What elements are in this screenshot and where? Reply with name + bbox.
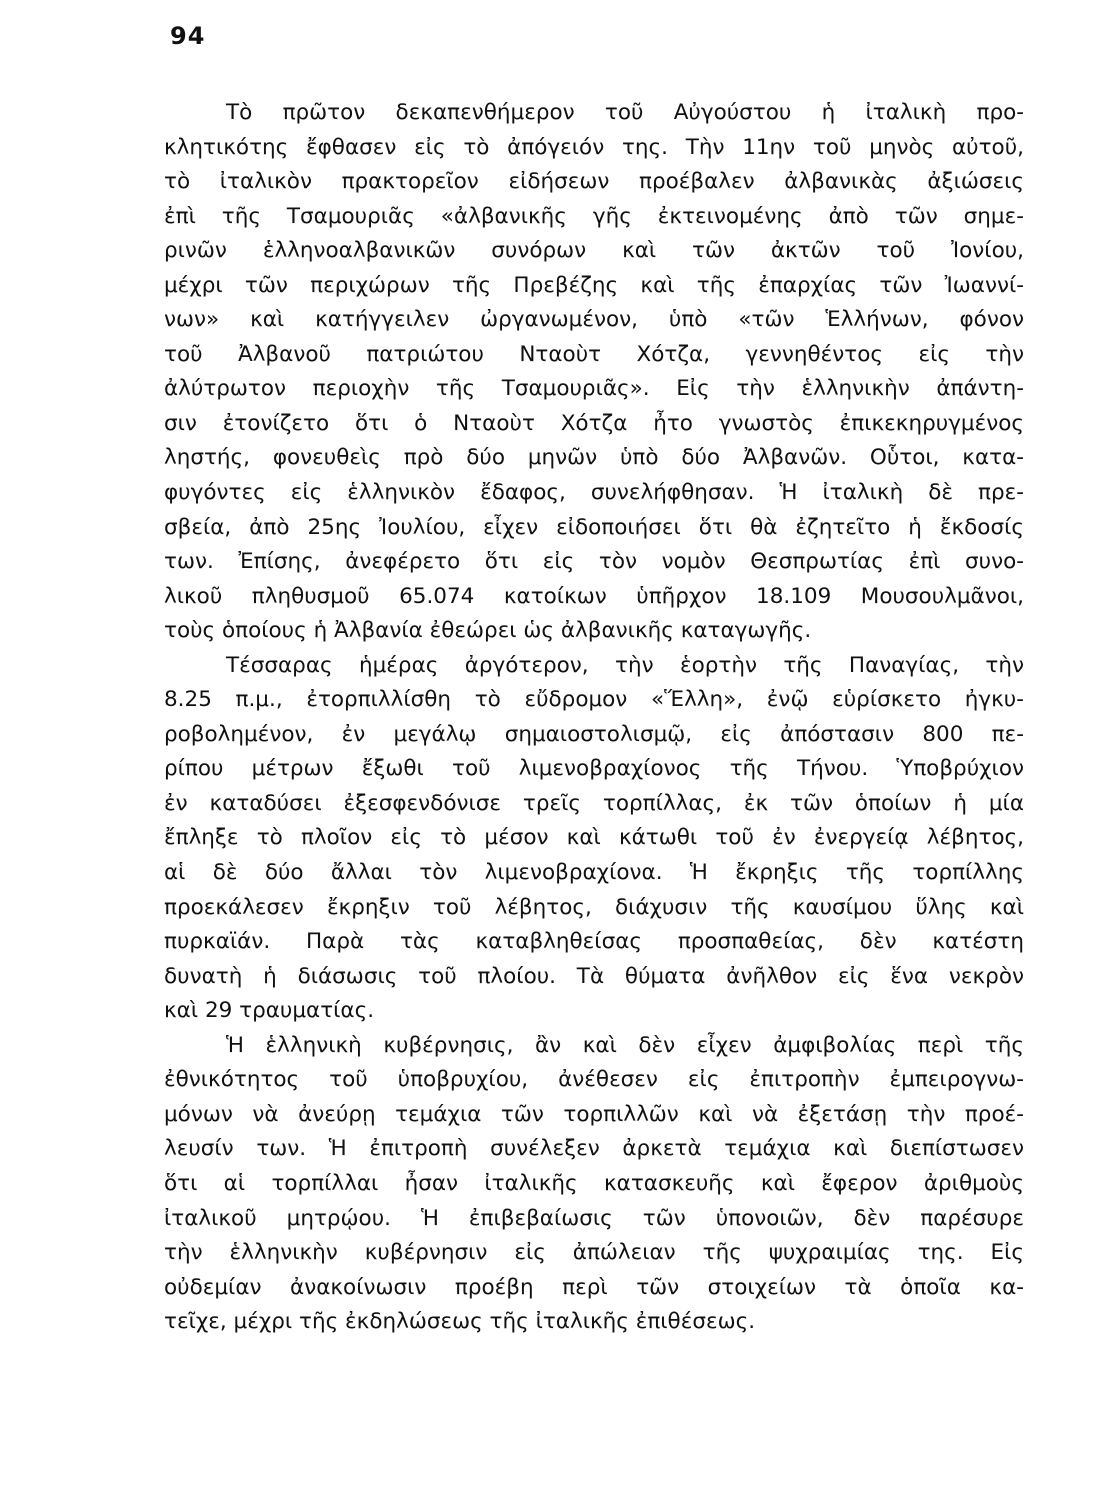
text-line: αἱ δὲ δύο ἄλλαι τὸν λιμενοβραχίονα. Ἡ ἔκρηξις τῆς τορπίλλης — [164, 860, 1024, 886]
text-line: οὐδεμίαν ἀνακοίνωσιν προέβη περὶ τῶν στοιχείων τὰ ὁποῖα κα- — [164, 1274, 1024, 1300]
text-line: ἰταλικοῦ μητρῴου. Ἡ ἐπιβεβαίωσις τῶν ὑπονοιῶν, δὲν παρέσυρε — [164, 1205, 1024, 1231]
text-line: τοὺς ὁποίους ἡ Ἀλβανία ἐθεώρει ὡς ἀλβανικῆς καταγωγῆς. — [164, 618, 812, 644]
text-line: τεῖχε, μέχρι τῆς ἐκδηλώσεως τῆς ἰταλικῆς ἐπιθέσεως. — [164, 1309, 756, 1335]
text-line: Ἡ ἑλληνικὴ κυβέρνησις, ἂν καὶ δὲν εἶχεν ἀμφιβολίας περὶ τῆς — [226, 1032, 1024, 1058]
text-line: τὴν ἑλληνικὴν κυβέρνησιν εἰς ἀπώλειαν τῆς ψυχραιμίας της. Εἰς — [164, 1240, 1024, 1266]
text-line: λικοῦ πληθυσμοῦ 65.074 κατοίκων ὑπῆρχον 18.109 Μουσουλμᾶνοι, — [164, 583, 1024, 609]
text-line: τὸ ἰταλικὸν πρακτορεῖον εἰδήσεων προέβαλεν ἀλβανικὰς ἀξιώσεις — [164, 169, 1024, 195]
text-line: ληστής, φονευθεὶς πρὸ δύο μηνῶν ὑπὸ δύο Ἀλβανῶν. Οὗτοι, κατα- — [164, 445, 1024, 471]
text-line: σβεία, ἀπὸ 25ης Ἰουλίου, εἶχεν εἰδοποιήσει ὅτι θὰ ἐζητεῖτο ἡ ἔκδοσίς — [164, 514, 1024, 540]
text-line: πυρκαϊάν. Παρὰ τὰς καταβληθείσας προσπαθείας, δὲν κατέστη — [164, 929, 1024, 955]
text-line: ρίπου μέτρων ἔξωθι τοῦ λιμενοβραχίονος τῆς Τήνου. Ὑποβρύχιον — [164, 756, 1024, 782]
text-line: φυγόντες εἰς ἑλληνικὸν ἔδαφος, συνελήφθησαν. Ἡ ἰταλικὴ δὲ πρε- — [164, 480, 1024, 506]
page-number: 94 — [170, 22, 206, 50]
paragraph — [164, 649, 1024, 1029]
text-line: 8.25 π.μ., ἐτορπιλλίσθη τὸ εὔδρομον «Ἕλλη», ἐνῷ εὑρίσκετο ἠγκυ- — [164, 687, 1024, 713]
text-line: κλητικότης ἔφθασεν εἰς τὸ ἀπόγειόν της. Τὴν 11ην τοῦ μηνὸς αὐτοῦ, — [164, 134, 1024, 160]
text-line: σιν ἐτονίζετο ὅτι ὁ Νταοὺτ Χότζα ἦτο γνωστὸς ἐπικεκηρυγμένος — [164, 410, 1024, 436]
text-line: των. Ἐπίσης, ἀνεφέρετο ὅτι εἰς τὸν νομὸν Θεσπρωτίας ἐπὶ συνο- — [164, 549, 1024, 575]
text-line: ροβολημένον, ἐν μεγάλῳ σημαιοστολισμῷ, εἰς ἀπόστασιν 800 πε- — [164, 721, 1024, 747]
text-line: νων» καὶ κατήγγειλεν ὠργανωμένον, ὑπὸ «τῶν Ἑλλήνων, φόνον — [164, 307, 1024, 333]
text-line: Τὸ πρῶτον δεκαπενθήμερον τοῦ Αὐγούστου ἡ ἰταλικὴ προ- — [226, 100, 1024, 125]
text-line: λευσίν των. Ἡ ἐπιτροπὴ συνέλεξεν ἀρκετὰ τεμάχια καὶ διεπίστωσεν — [164, 1136, 1024, 1162]
paragraph — [164, 1029, 1024, 1340]
body-text — [164, 96, 1024, 1340]
text-line: καὶ 29 τραυματίας. — [164, 998, 375, 1024]
text-line: ἐπὶ τῆς Τσαμουριᾶς «ἀλβανικῆς γῆς ἐκτεινομένης ἀπὸ τῶν σημε- — [164, 203, 1024, 229]
text-line: μέχρι τῶν περιχώρων τῆς Πρεβέζης καὶ τῆς ἐπαρχίας τῶν Ἰωαννί- — [164, 272, 1024, 298]
text-line: ἐν καταδύσει ἐξεσφενδόνισε τρεῖς τορπίλλας, ἐκ τῶν ὁποίων ἡ μία — [164, 790, 1024, 816]
paragraph — [164, 96, 1024, 649]
text-line: δυνατὴ ἡ διάσωσις τοῦ πλοίου. Τὰ θύματα ἀνῆλθον εἰς ἕνα νεκρὸν — [164, 963, 1024, 989]
text-line: ἐθνικότητος τοῦ ὑποβρυχίου, ἀνέθεσεν εἰς ἐπιτροπὴν ἐμπειρογνω- — [164, 1067, 1024, 1093]
text-line: ρινῶν ἑλληνοαλβανικῶν συνόρων καὶ τῶν ἀκτῶν τοῦ Ἰονίου, — [164, 238, 1024, 264]
text-line: μόνων νὰ ἀνεύρῃ τεμάχια τῶν τορπιλλῶν καὶ νὰ ἐξετάσῃ τὴν προέ- — [164, 1101, 1024, 1127]
text-line: ἀλύτρωτον περιοχὴν τῆς Τσαμουριᾶς». Εἰς τὴν ἑλληνικὴν ἀπάντη- — [164, 376, 1024, 402]
text-line: τοῦ Ἀλβανοῦ πατριώτου Νταοὺτ Χότζα, γεννηθέντος εἰς τὴν — [164, 341, 1024, 367]
text-line: Τέσσαρας ἡμέρας ἀργότερον, τὴν ἑορτὴν τῆς Παναγίας, τὴν — [226, 652, 1024, 678]
text-line: ὅτι αἱ τορπίλλαι ἦσαν ἰταλικῆς κατασκευῆς καὶ ἔφερον ἀριθμοὺς — [164, 1170, 1024, 1196]
text-line: προεκάλεσεν ἔκρηξιν τοῦ λέβητος, διάχυσιν τῆς καυσίμου ὕλης καὶ — [164, 894, 1024, 920]
text-line: ἔπληξε τὸ πλοῖον εἰς τὸ μέσον καὶ κάτωθι τοῦ ἐν ἐνεργείᾳ λέβητος, — [164, 825, 1024, 851]
